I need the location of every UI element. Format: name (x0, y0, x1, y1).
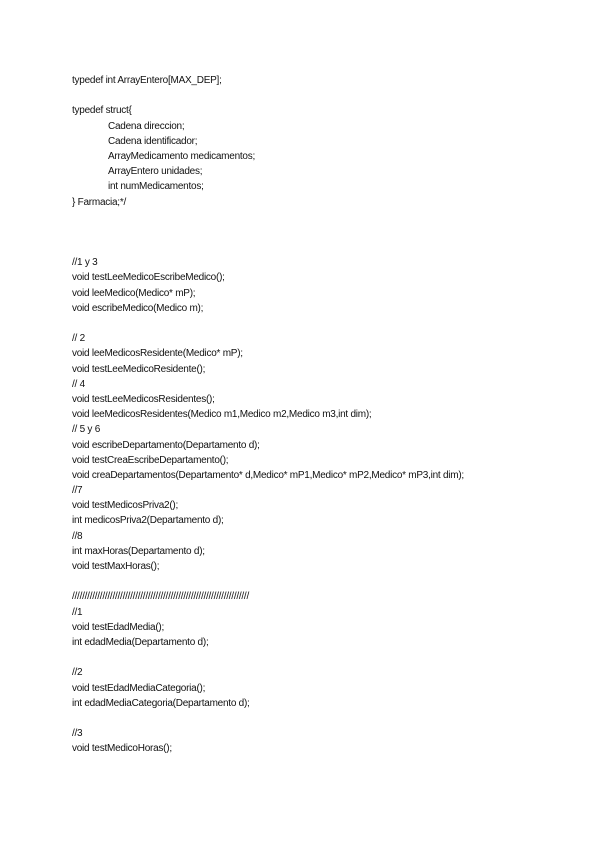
blank-line (72, 88, 532, 103)
code-line: void testLeeMedicoEscribeMedico(); (72, 272, 225, 284)
struct-field-line: ArrayEntero unidades; (108, 166, 203, 178)
code-line: int maxHoras(Departamento d); (72, 545, 205, 557)
code-line: int edadMediaCategoria(Departamento d); (72, 697, 250, 709)
blank-line (72, 650, 532, 665)
code-listing (72, 73, 532, 756)
code-line: void testEdadMediaCategoria(); (72, 682, 206, 694)
code-line: void testMedicoHoras(); (72, 743, 172, 755)
code-line: void testLeeMedicosResidentes(); (72, 393, 215, 405)
comment-line: //1 y 3 (72, 257, 98, 269)
struct-field-line: int numMedicamentos; (108, 181, 204, 193)
comment-line: //7 (72, 485, 83, 497)
code-line: void leeMedico(Medico* mP); (72, 287, 196, 299)
typedef-array-line: typedef int ArrayEntero[MAX_DEP]; (72, 75, 222, 86)
code-line-wrapped: void creaDepartamentos(Departamento* d,Medico* mP1,Medico* mP2,Medico* mP3,int dim); (72, 469, 464, 481)
code-line: void testCreaEscribeDepartamento(); (72, 454, 229, 466)
separator-line: ////////////////////////////////////////////////////////////////////// (72, 591, 249, 603)
code-line: void testEdadMedia(); (72, 621, 165, 633)
struct-field-line: ArrayMedicamento medicamentos; (108, 150, 256, 162)
code-line: int medicosPriva2(Departamento d); (72, 515, 224, 527)
comment-line: //8 (72, 530, 83, 542)
comment-line: //2 (72, 667, 83, 679)
comment-line: //3 (72, 728, 83, 740)
comment-line: //1 (72, 606, 83, 618)
struct-close-line: } Farmacia;*/ (72, 196, 126, 208)
blank-line (72, 240, 532, 255)
code-line: void escribeMedico(Medico m); (72, 302, 204, 314)
blank-line (72, 574, 532, 589)
code-line: void leeMedicosResidente(Medico* mP); (72, 348, 243, 360)
blank-line (72, 210, 532, 225)
code-line: void escribeDepartamento(Departamento d); (72, 439, 260, 451)
code-line: void testMedicosPriva2(); (72, 500, 179, 512)
struct-field-line: Cadena direccion; (108, 120, 185, 132)
comment-line: // 2 (72, 333, 85, 345)
comment-line: // 4 (72, 378, 85, 390)
code-line: void leeMedicosResidentes(Medico m1,Medico m2,Medico m3,int dim); (72, 409, 372, 421)
blank-line (72, 225, 532, 240)
struct-field-line: Cadena identificador; (108, 135, 198, 147)
code-line: int edadMedia(Departamento d); (72, 636, 209, 648)
comment-line: // 5 y 6 (72, 424, 101, 436)
blank-line (72, 711, 532, 726)
code-line: void testLeeMedicoResidente(); (72, 363, 206, 375)
blank-line (72, 316, 532, 331)
struct-open-line: typedef struct{ (72, 105, 132, 117)
code-line: void testMaxHoras(); (72, 561, 160, 573)
